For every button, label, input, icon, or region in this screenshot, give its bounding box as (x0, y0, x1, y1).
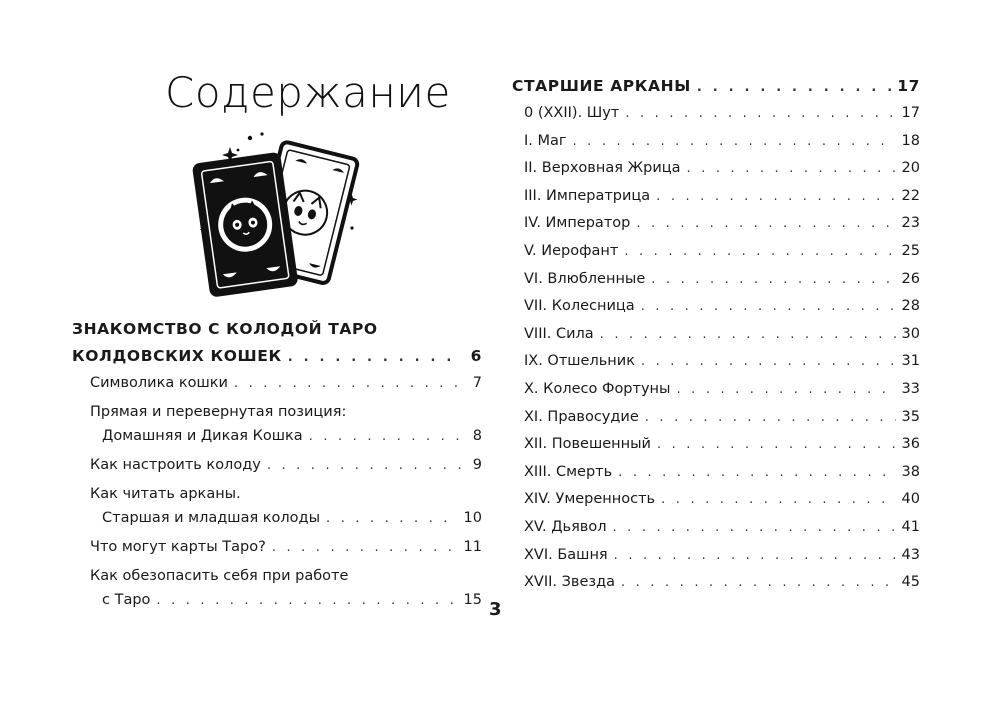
leader-dots (612, 514, 895, 542)
leader-dots (624, 238, 895, 266)
tarot-cards-cat-icon (190, 128, 365, 298)
toc-item-label: II. Верховная Жрица (524, 160, 681, 177)
toc-item-label: III. Императрица (524, 187, 651, 204)
toc-item[interactable] (90, 482, 482, 531)
toc-page-number: 22 (901, 187, 920, 204)
leader-dots (687, 155, 896, 183)
toc-page-number: 41 (901, 518, 920, 535)
toc-item[interactable] (524, 431, 920, 459)
toc-item[interactable] (524, 542, 920, 570)
toc-page-number: 30 (901, 325, 920, 342)
toc-page-number: 26 (901, 270, 920, 287)
leader-dots (600, 321, 896, 349)
toc-item-label: VIII. Сила (524, 325, 594, 342)
toc-item[interactable] (524, 183, 920, 211)
toc-page-number: 7 (472, 375, 482, 391)
toc-item-label: IX. Отшельник (524, 353, 635, 370)
toc-item-label: X. Колесо Фортуны (524, 380, 671, 397)
toc-item[interactable] (524, 486, 920, 514)
toc-page-number: 18 (901, 132, 920, 149)
toc-page-number: 10 (463, 510, 482, 526)
toc-item-label: VI. Влюбленные (524, 270, 646, 287)
leader-dots (651, 266, 895, 294)
leader-dots (288, 344, 462, 371)
toc-item[interactable] (524, 100, 920, 128)
toc-section-heading[interactable] (512, 74, 920, 100)
toc-right-column (512, 74, 920, 597)
toc-item-label: XVI. Башня (524, 546, 608, 563)
toc-page-number: 45 (901, 574, 920, 591)
front-card (193, 153, 297, 296)
toc-item[interactable] (524, 266, 920, 294)
toc-page-number: 20 (901, 160, 920, 177)
leader-dots (618, 459, 895, 487)
leader-dots (309, 425, 462, 449)
leader-dots (636, 210, 895, 238)
toc-item[interactable] (90, 371, 482, 396)
toc-item[interactable] (524, 569, 920, 597)
toc-item-label: XV. Дьявол (524, 518, 607, 535)
toc-item[interactable] (524, 514, 920, 542)
toc-item-label: Что могут карты Таро? (90, 539, 266, 555)
toc-page-number: 33 (901, 380, 920, 397)
toc-item-label: XII. Повешенный (524, 436, 651, 453)
toc-item[interactable] (524, 321, 920, 349)
toc-page-number: 17 (897, 77, 920, 95)
toc-item[interactable] (524, 404, 920, 432)
toc-item-label: Как обезопасить себя при работе (90, 568, 349, 584)
toc-item-label: Как настроить колоду (90, 457, 261, 473)
toc-item[interactable] (524, 348, 920, 376)
toc-page-number: 15 (463, 592, 482, 608)
toc-item[interactable] (524, 210, 920, 238)
leader-dots (621, 569, 896, 597)
leader-dots (272, 536, 458, 560)
toc-page-number: 36 (901, 436, 920, 453)
toc-heading-line-2: КОЛДОВСКИХ КОШЕК (72, 347, 282, 365)
toc-item[interactable] (524, 376, 920, 404)
leader-dots (156, 589, 457, 613)
toc-item-label: XVII. Звезда (524, 574, 616, 591)
toc-page-number: 40 (901, 491, 920, 508)
leader-dots (573, 128, 896, 156)
toc-item-label: IV. Император (524, 215, 631, 232)
toc-item[interactable] (524, 459, 920, 487)
leader-dots (326, 507, 458, 531)
toc-item-label: XI. Правосудие (524, 408, 639, 425)
toc-item-label-cont: Старшая и младшая колоды (102, 510, 321, 526)
toc-item[interactable] (90, 535, 482, 560)
toc-page-number: 17 (901, 105, 920, 121)
toc-item-label: I. Маг (524, 132, 567, 149)
leader-dots (645, 404, 896, 432)
toc-page-number: 23 (901, 215, 920, 232)
toc-page-number: 25 (901, 242, 920, 259)
toc-item-label: XIV. Умеренность (524, 491, 656, 508)
toc-item-label: V. Иерофант (524, 242, 619, 259)
leader-dots (625, 100, 895, 128)
toc-section-heading[interactable] (72, 316, 482, 371)
toc-heading: СТАРШИЕ АРКАНЫ (512, 77, 691, 95)
page-title: Содержание (165, 68, 451, 117)
toc-page-number: 38 (901, 463, 920, 480)
toc-item[interactable] (90, 564, 482, 613)
toc-page-number: 28 (901, 298, 920, 315)
leader-dots (267, 454, 462, 478)
leader-dots (661, 486, 895, 514)
toc-item-label: Символика кошки (90, 375, 228, 391)
toc-item-label: 0 (XXII). Шут (524, 105, 620, 121)
toc-page-number: 6 (470, 347, 482, 365)
toc-page-number: 31 (901, 353, 920, 370)
leader-dots (697, 76, 891, 100)
toc-item-label-cont: с Таро (102, 592, 151, 608)
leader-dots (657, 431, 896, 459)
leader-dots (656, 183, 895, 211)
toc-item-label: XIII. Смерть (524, 463, 613, 480)
toc-item-label: Как читать арканы. (90, 486, 241, 502)
leader-dots (641, 348, 896, 376)
toc-page-number: 11 (463, 539, 482, 555)
toc-item-label-cont: Домашняя и Дикая Кошка (102, 428, 303, 444)
toc-item[interactable] (524, 293, 920, 321)
toc-item-label: VII. Колесница (524, 298, 635, 315)
toc-page-number: 8 (472, 428, 482, 444)
leader-dots (676, 376, 895, 404)
toc-page-number: 43 (901, 546, 920, 563)
toc-item[interactable] (90, 400, 482, 449)
toc-page-number: 9 (472, 457, 482, 473)
toc-item[interactable] (524, 155, 920, 183)
toc-item[interactable] (524, 128, 920, 156)
toc-item[interactable] (90, 453, 482, 478)
toc-item[interactable] (524, 238, 920, 266)
toc-page-number: 35 (901, 408, 920, 425)
leader-dots (641, 293, 896, 321)
leader-dots (614, 542, 896, 570)
toc-heading-line-1: ЗНАКОМСТВО С КОЛОДОЙ ТАРО (72, 320, 378, 338)
page-folio: 3 (489, 599, 502, 620)
leader-dots (234, 372, 462, 396)
toc-left-column (72, 316, 482, 613)
toc-item-label: Прямая и перевернутая позиция: (90, 404, 347, 420)
